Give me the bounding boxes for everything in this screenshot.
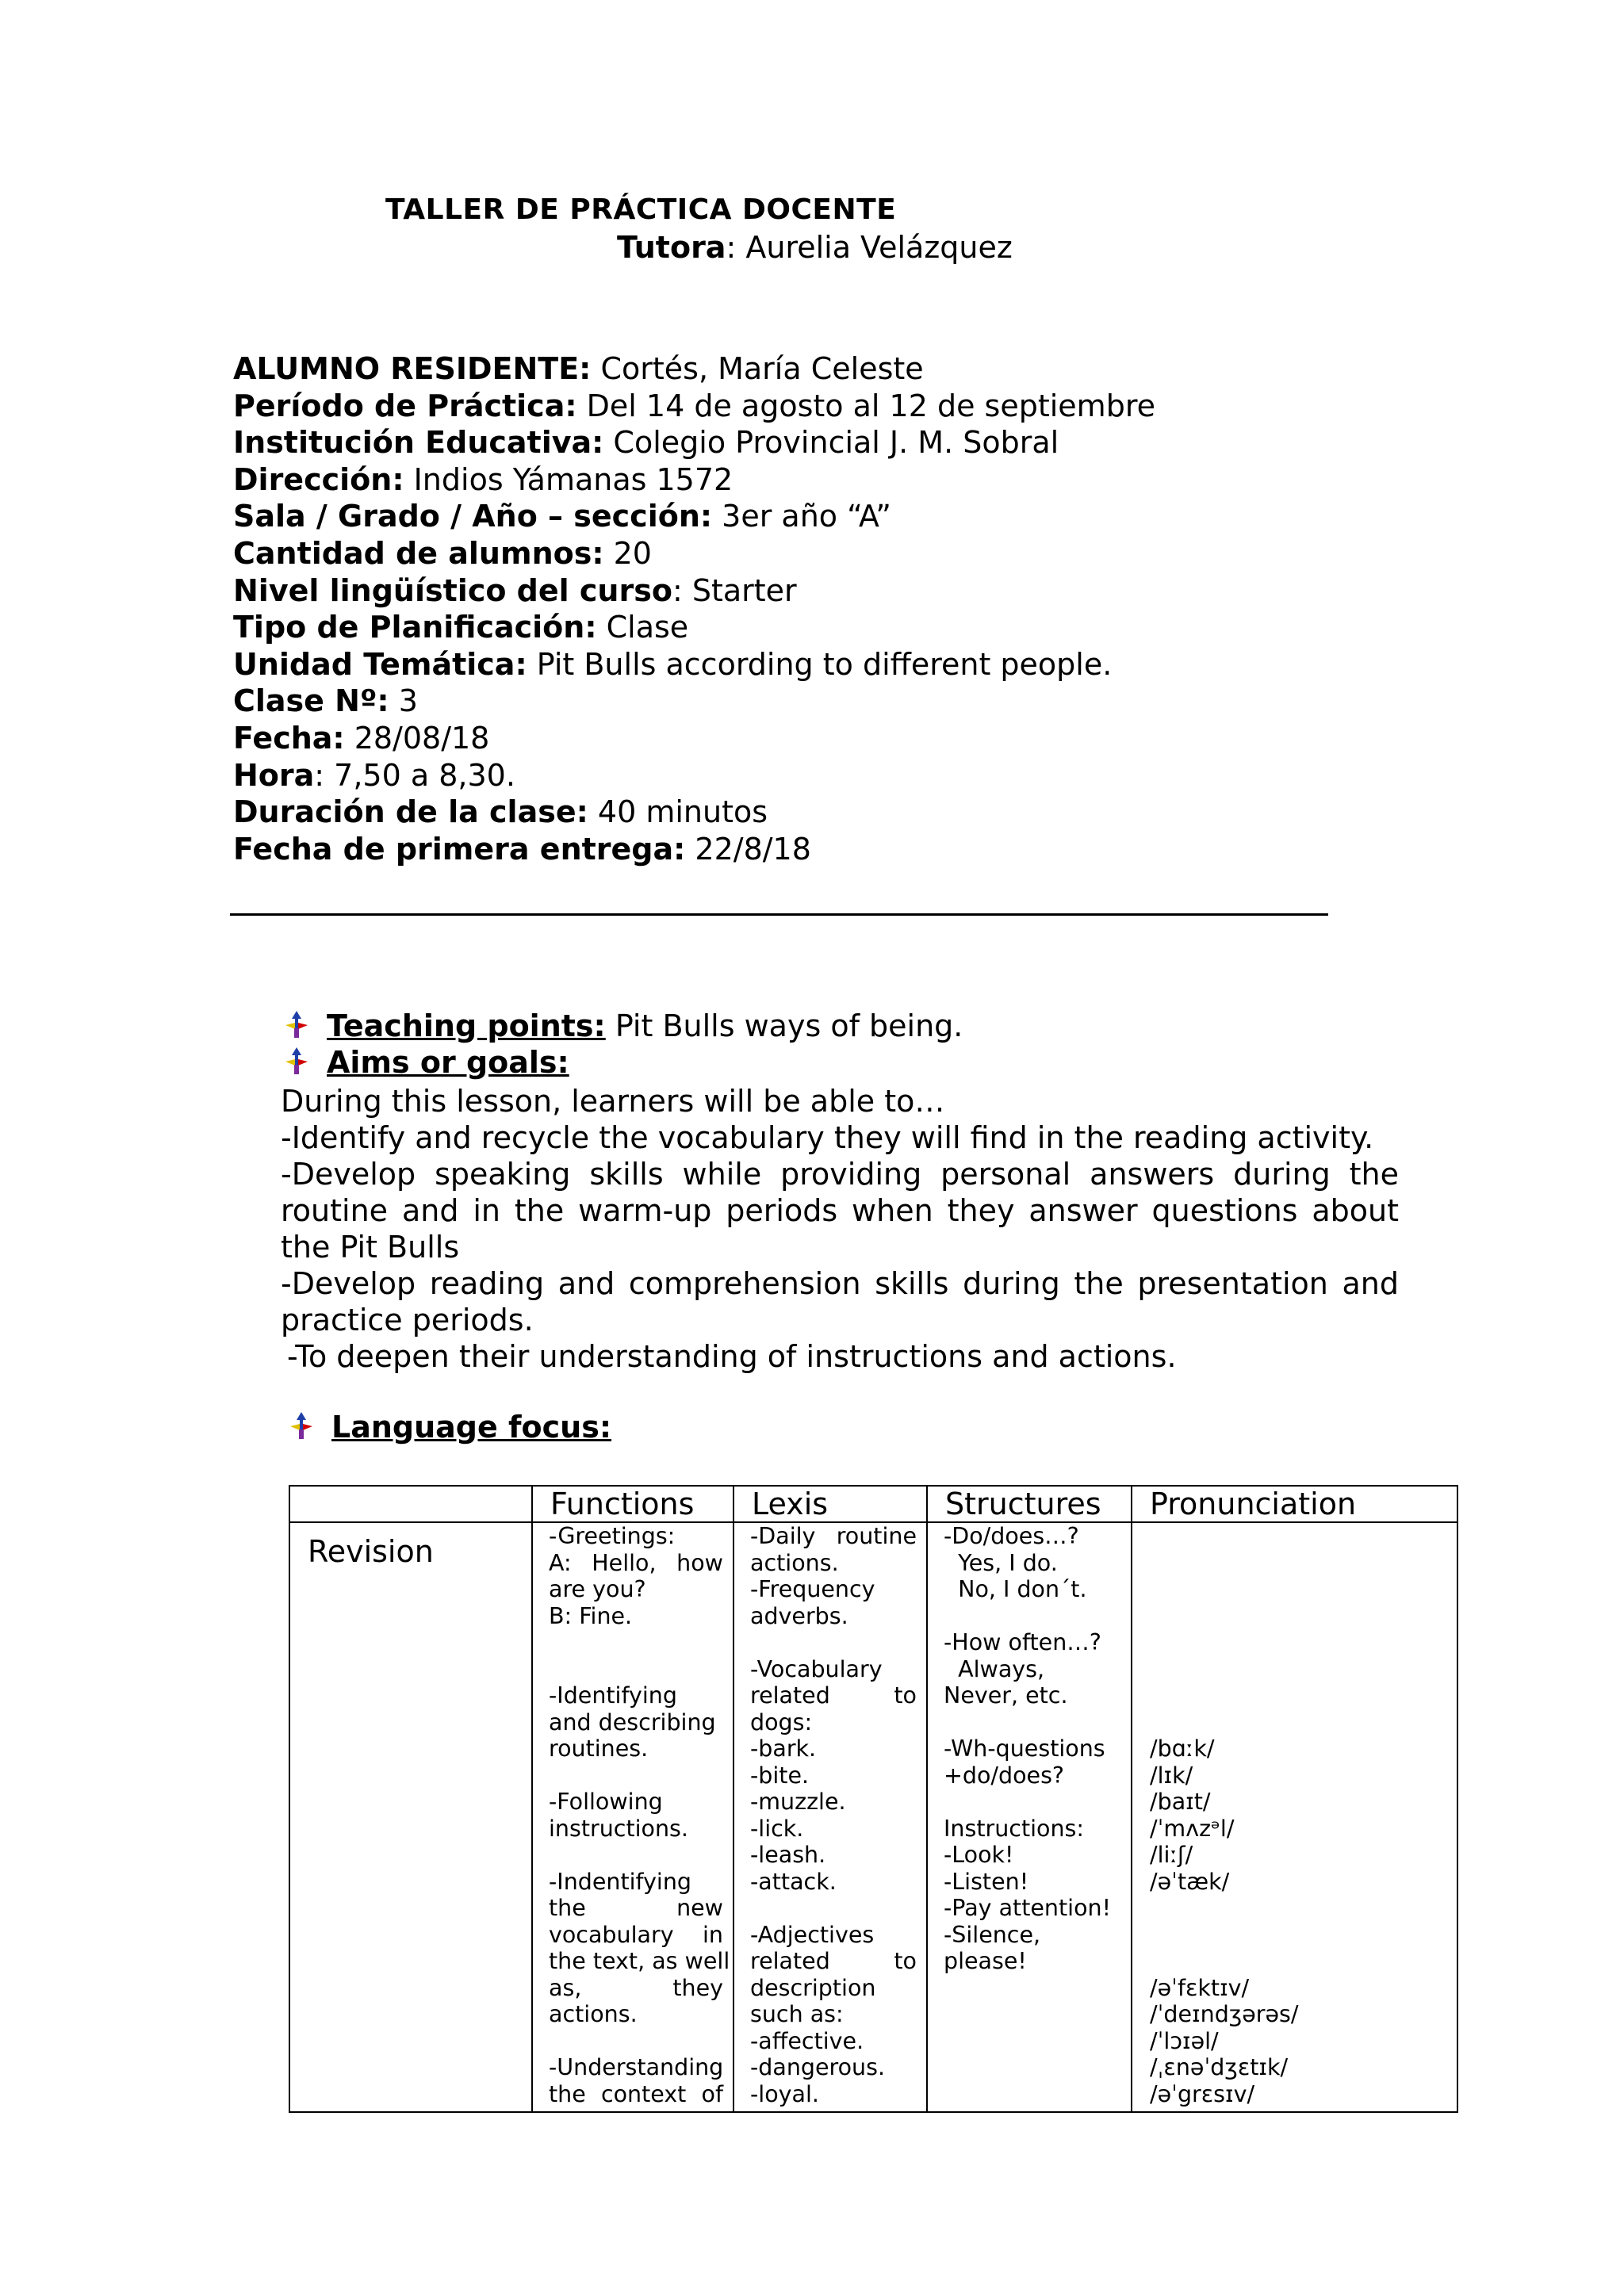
info-value: 28/08/18 xyxy=(344,720,490,756)
functions-line: instructions. xyxy=(549,1815,688,1842)
structures-line: Always, xyxy=(944,1655,1045,1682)
structures-line: -How often…? xyxy=(944,1629,1101,1655)
lexis-line: -loyal. xyxy=(750,2080,819,2107)
functions-line: the text, as well xyxy=(549,1948,730,1974)
structures-line: -Listen! xyxy=(944,1868,1029,1895)
info-row xyxy=(233,646,1155,683)
info-row xyxy=(233,535,1155,572)
lexis-line: -bark. xyxy=(750,1735,817,1762)
info-value: Indios Yámanas 1572 xyxy=(404,461,733,497)
info-value: 40 minutos xyxy=(588,794,768,830)
word: -Daily xyxy=(750,1523,816,1549)
info-label: Dirección: xyxy=(233,461,404,497)
row-label: Revision xyxy=(308,1534,434,1569)
word: of xyxy=(701,2080,723,2107)
table-header-cell: Structures xyxy=(927,1486,1132,1522)
info-label: Hora xyxy=(233,757,315,793)
info-label: Duración de la clase: xyxy=(233,794,588,830)
functions-line: B: Fine. xyxy=(549,1602,633,1629)
lexis-line: actions. xyxy=(750,1549,839,1576)
table-header-cell: Functions xyxy=(532,1486,733,1522)
pronunciation-line: /əˈfɛktɪv/ xyxy=(1150,1974,1250,2001)
word: they xyxy=(672,1974,723,2001)
info-label: ALUMNO RESIDENTE: xyxy=(233,351,592,386)
language-focus-label: Language focus: xyxy=(331,1410,612,1445)
word: as, xyxy=(549,1974,582,2001)
functions-line: -Indentifying xyxy=(549,1868,692,1895)
structures-content xyxy=(928,1523,1131,1975)
structures-line: please! xyxy=(944,1948,1027,1974)
functions-line xyxy=(549,1922,723,1949)
info-row xyxy=(233,388,1155,425)
info-value: : 7,50 a 8,30. xyxy=(314,757,515,793)
functions-line xyxy=(549,1975,723,2002)
word: Hello, xyxy=(592,1549,657,1576)
arrow-bullet-icon xyxy=(285,1011,308,1038)
functions-line: -Following xyxy=(549,1789,663,1815)
tutora-line xyxy=(617,230,1013,265)
structures-line: +do/does? xyxy=(944,1762,1065,1789)
lexis-line: -attack. xyxy=(750,1868,837,1895)
structures-line: Never, etc. xyxy=(944,1682,1068,1709)
info-row xyxy=(233,794,1155,831)
word: routine xyxy=(836,1523,917,1549)
pronunciation-line: /ˈmʌzᵊl/ xyxy=(1150,1815,1235,1842)
functions-content xyxy=(533,1523,733,2107)
info-value: : Starter xyxy=(672,572,797,608)
lexis-line: -muzzle. xyxy=(750,1789,846,1815)
structures-line: -Do/does…? xyxy=(944,1523,1079,1549)
info-label: Tipo de Planificación: xyxy=(233,610,597,645)
teaching-points-line xyxy=(285,1008,963,1043)
lexis-line: dogs: xyxy=(750,1709,813,1735)
functions-cell xyxy=(532,1522,733,2112)
word: how xyxy=(676,1549,723,1576)
aims-point: -To deepen their understanding of instructions and actions. xyxy=(287,1339,1177,1374)
info-value: 22/8/18 xyxy=(685,831,811,867)
info-value: Del 14 de agosto al 12 de septiembre xyxy=(576,388,1155,423)
lexis-line: -bite. xyxy=(750,1762,810,1789)
table-header-cell: Pronunciation xyxy=(1132,1486,1457,1522)
info-value: 3 xyxy=(389,683,418,719)
aims-point: -Develop speaking skills while providing personal answers during the routine and in the warm-up periods when they answer questions about the Pit Bulls xyxy=(281,1157,1399,1265)
language-focus-line xyxy=(290,1410,611,1445)
functions-line: and describing xyxy=(549,1709,716,1735)
table-header-cell: Lexis xyxy=(733,1486,927,1522)
info-row xyxy=(233,609,1155,646)
aims-text xyxy=(281,1083,1399,1375)
teaching-points-value: Pit Bulls ways of being. xyxy=(605,1008,963,1043)
lexis-line: -affective. xyxy=(750,2027,864,2054)
functions-line xyxy=(549,1895,723,1922)
aims-point: -Develop reading and comprehension skills during the presentation and practice periods. xyxy=(281,1266,1399,1337)
word: vocabulary xyxy=(549,1921,674,1948)
functions-line: actions. xyxy=(549,2001,638,2027)
word: new xyxy=(676,1895,723,1921)
word: to xyxy=(894,1948,917,1974)
pronunciation-line: /liːʃ/ xyxy=(1150,1842,1193,1868)
aims-point: -Identify and recycle the vocabulary they will find in the reading activity. xyxy=(281,1120,1374,1155)
lexis-line: -lick. xyxy=(750,1815,804,1842)
structures-line: No, I don´t. xyxy=(944,1576,1087,1602)
info-row xyxy=(233,831,1155,868)
info-value: Clase xyxy=(596,610,689,645)
info-label: Nivel lingüístico del curso xyxy=(233,572,672,608)
lexis-line: description xyxy=(750,1974,876,2001)
arrow-bullet-icon xyxy=(285,1047,308,1074)
aims-intro: During this lesson, learners will be able to… xyxy=(281,1084,945,1119)
pronunciation-content xyxy=(1132,1523,1457,2107)
lexis-line xyxy=(750,1523,917,1550)
info-row xyxy=(233,683,1155,720)
pronunciation-line: /ˈdeɪndʒərəs/ xyxy=(1150,2001,1299,2027)
structures-line: -Silence, xyxy=(944,1921,1041,1948)
info-row xyxy=(233,720,1155,757)
info-label: Unidad Temática: xyxy=(233,646,527,682)
functions-line: -Greetings: xyxy=(549,1523,676,1549)
functions-line: -Understanding xyxy=(549,2054,724,2080)
row-label-cell xyxy=(289,1522,532,2112)
pronunciation-line: /ˌɛnəˈdʒɛtɪk/ xyxy=(1150,2054,1289,2080)
pronunciation-line: /əˈtæk/ xyxy=(1150,1868,1230,1895)
teaching-points-label: Teaching points: xyxy=(327,1008,606,1043)
info-value: 20 xyxy=(603,535,652,571)
word: to xyxy=(894,1682,917,1709)
info-label: Institución Educativa: xyxy=(233,425,604,461)
language-focus-table xyxy=(289,1485,1458,2113)
functions-line: are you? xyxy=(549,1576,646,1602)
lexis-content xyxy=(734,1523,926,2107)
word: A: xyxy=(549,1549,572,1576)
pronunciation-line: /ˈlɔɪəl/ xyxy=(1150,2027,1219,2054)
pronunciation-line: /bɑːk/ xyxy=(1150,1735,1215,1762)
lexis-line: -Adjectives xyxy=(750,1921,875,1948)
functions-line xyxy=(549,1550,723,1577)
info-label: Clase Nº: xyxy=(233,683,389,719)
tutora-label: Tutora xyxy=(617,230,726,265)
info-label: Fecha de primera entrega: xyxy=(233,831,686,867)
lexis-line xyxy=(750,1682,917,1709)
info-row xyxy=(233,498,1155,535)
table-header-row xyxy=(289,1486,1457,1522)
structures-line: -Pay attention! xyxy=(944,1895,1112,1921)
word: the xyxy=(549,1895,586,1921)
info-value: Cortés, María Celeste xyxy=(591,351,924,386)
info-row xyxy=(233,757,1155,794)
structures-line: Yes, I do. xyxy=(944,1549,1058,1576)
lexis-line: -dangerous. xyxy=(750,2054,886,2080)
pronunciation-line: /əˈgrɛsɪv/ xyxy=(1150,2080,1255,2107)
lexis-line xyxy=(750,1948,917,1975)
word: context xyxy=(600,2080,687,2107)
lexis-line: such as: xyxy=(750,2001,844,2027)
tutora-value: : Aurelia Velázquez xyxy=(726,230,1013,265)
functions-line: routines. xyxy=(549,1735,649,1762)
info-value: Pit Bulls according to different people. xyxy=(527,646,1113,682)
structures-line: -Look! xyxy=(944,1842,1014,1868)
info-label: Fecha: xyxy=(233,720,345,756)
info-label: Período de Práctica: xyxy=(233,388,577,423)
word: in xyxy=(703,1921,723,1948)
lexis-line: adverbs. xyxy=(750,1602,848,1629)
info-row xyxy=(233,572,1155,610)
info-block xyxy=(233,350,1155,867)
word: the xyxy=(549,2080,586,2107)
lexis-line: -leash. xyxy=(750,1842,826,1868)
lexis-cell xyxy=(733,1522,927,2112)
info-label: Cantidad de alumnos: xyxy=(233,535,604,571)
info-row xyxy=(233,424,1155,461)
document-title: TALLER DE PRÁCTICA DOCENTE xyxy=(385,193,897,226)
info-row xyxy=(233,350,1155,388)
info-label: Sala / Grado / Año – sección: xyxy=(233,499,713,534)
lexis-line: -Vocabulary xyxy=(750,1655,883,1682)
info-value: Colegio Provincial J. M. Sobral xyxy=(603,425,1059,461)
pronunciation-line: /lɪk/ xyxy=(1150,1762,1193,1789)
word: related xyxy=(750,1682,830,1709)
arrow-bullet-icon xyxy=(290,1412,312,1439)
aims-label: Aims or goals: xyxy=(327,1045,569,1080)
functions-line xyxy=(549,2081,723,2108)
table-row xyxy=(289,1522,1457,2112)
structures-cell xyxy=(927,1522,1132,2112)
structures-line: -Wh-questions xyxy=(944,1735,1105,1762)
functions-line: -Identifying xyxy=(549,1682,677,1709)
table-header-cell xyxy=(289,1486,532,1522)
info-row xyxy=(233,461,1155,499)
aims-line xyxy=(285,1045,569,1080)
info-value: 3er año “A” xyxy=(712,499,891,534)
word: related xyxy=(750,1948,830,1974)
structures-line: Instructions: xyxy=(944,1815,1084,1842)
pronunciation-line: /baɪt/ xyxy=(1150,1789,1211,1815)
lexis-line: -Frequency xyxy=(750,1576,875,1602)
horizontal-rule xyxy=(230,913,1328,916)
pronunciation-cell xyxy=(1132,1522,1457,2112)
